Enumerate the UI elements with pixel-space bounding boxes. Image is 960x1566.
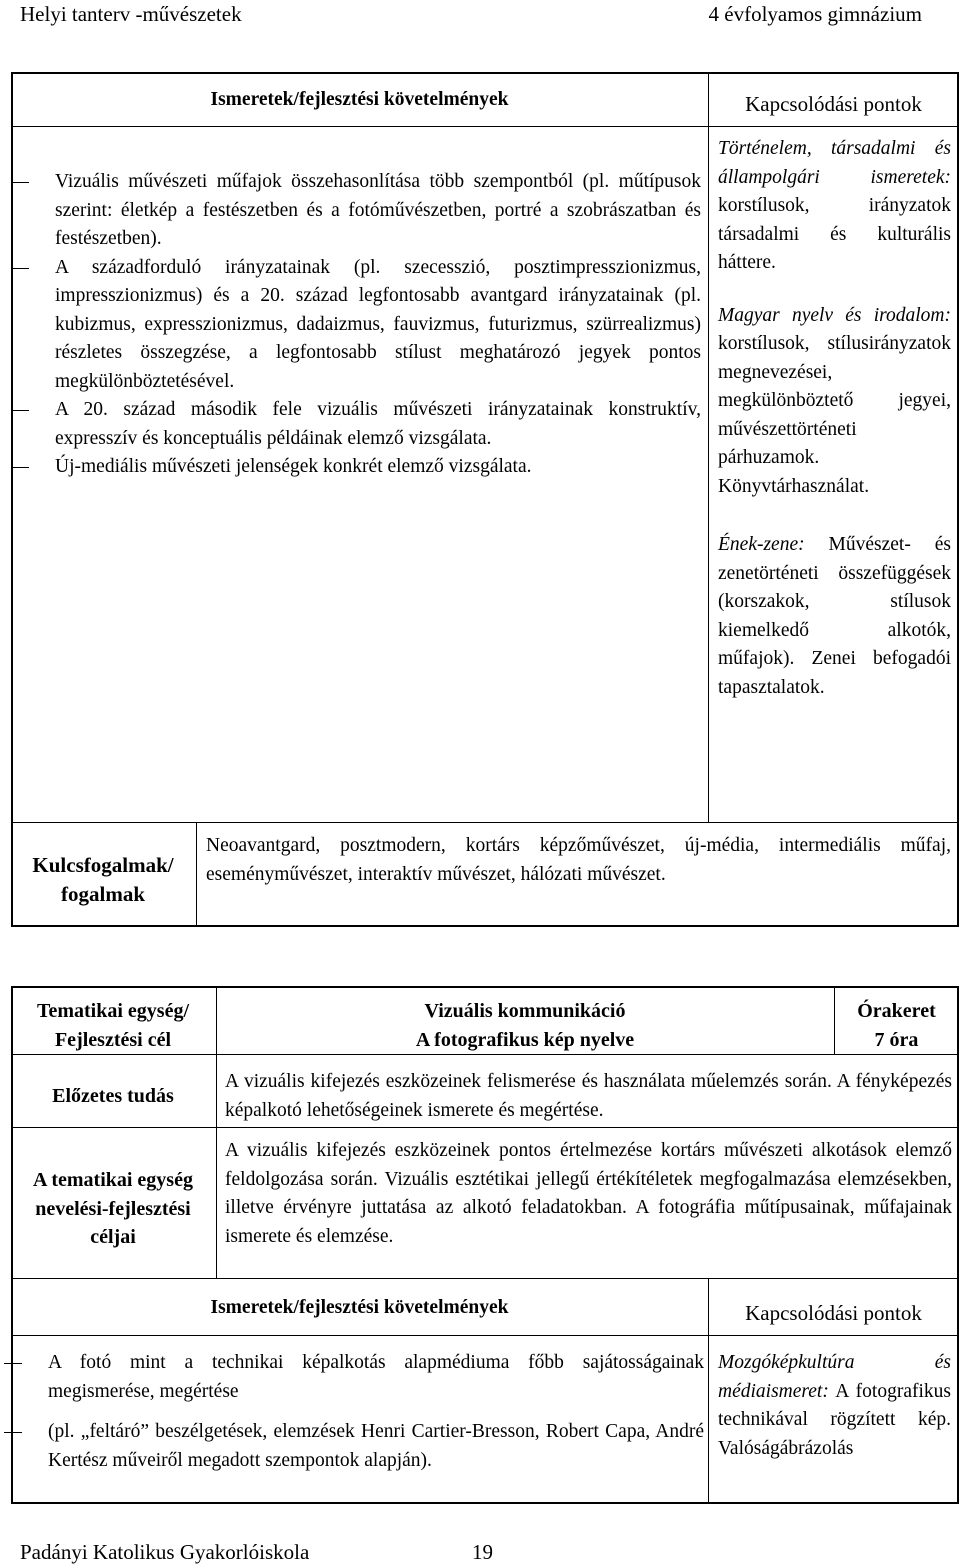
list-item: A fotó mint a technikai képalkotás alapmédiuma főbb sajátosságainak megismerése, megértése [48,1349,704,1406]
requirements-column-header: Ismeretek/fejlesztési követelmények [210,89,509,110]
header-title-left: Helyi tanterv -művészetek [20,2,242,26]
footer [20,1538,493,1566]
footer-school: Padányi Katolikus Gyakorlóiskola [20,1540,310,1564]
unit-title [216,997,834,1054]
relations-column-header [708,1299,959,1328]
list-item: A 20. század második fele vizuális művészeti irányzatainak konstruktív, expresszív és konceptuális példáinak elemző vizsgálata. [55,396,701,453]
hours-value: 7 óra [874,1028,919,1051]
relation-text: A fotografikus technikával rögzített kép. Valóságábrázolás [718,1380,951,1459]
relation-history [718,135,951,278]
key-concepts-label: Kulcsfogalmak/ fogalmak [32,853,174,906]
table-divider [196,822,197,927]
relations-column-header [708,90,959,119]
unit-label: Tematikai egység/ Fejlesztési cél [36,1000,190,1051]
list-item: Vizuális művészeti műfajok összehasonlítása több szempontból (pl. műtípusok szerint: életkép a festészetben és a fotóművészetben, portré a szobrászatban és festészetben). [55,168,701,254]
requirements-column-header: Ismeretek/fejlesztési követelmények [210,1297,509,1318]
table-divider [11,126,959,127]
table-divider [11,822,959,823]
relation-subject: Ének-zene: [718,534,805,555]
prior-knowledge-text: A vizuális kifejezés eszközeinek felismerése és használata műelemzés során. A fényképezés képalkotó lehetőségeinek ismerete és megértése. [225,1071,952,1121]
page-number: 19 [472,1540,493,1564]
table-divider [11,1278,959,1279]
relations-column-header-text: Kapcsolódási pontok [745,1301,922,1325]
prior-knowledge-label: Előzetes tudás [52,1085,174,1107]
table-divider [11,1054,959,1055]
relation-text: Művészet- és zenetörténeti összefüggések (korszakok, stílusok kiemelkedő alkotók, műfajok). Zenei befogadói tapasztalatok. [718,534,951,698]
relations-list [718,135,951,726]
header-title-right: 4 évfolyamos gimnázium [708,2,922,26]
table-divider [708,72,709,823]
list-item: A századforduló irányzatainak (pl. szecesszió, posztimpresszionizmus, impresszionizmus) és a 20. század legfontosabb avantgard irányzatainak (pl. kubizmus, expresszionizmus, dadaizmus, fauvizmus, futurizmus, szürrealizmus) részletes összegzése, a legfontosabb stílust meghatározó jegyek pontos megkülönböztetésével. [55,254,701,397]
table-divider [11,1127,959,1128]
requirements-list [55,168,701,482]
relation-subject: Mozgóképkultúra és médiaismeret: [718,1352,951,1402]
relation-media [718,1349,951,1463]
relation-subject: Történelem, társadalmi és állampolgári ismeretek: [718,138,951,188]
hours-label: Órakeret [857,1000,936,1022]
list-item: Új-mediális művészeti jelenségek konkrét elemző vizsgálata. [55,453,701,482]
relation-text: korstílusok, stílusirányzatok megnevezései, megkülönböztető jegyei, művészettörténeti párhuzamok. Könyvtárhasználat. [718,333,951,497]
relation-subject: Magyar nyelv és irodalom: [718,304,951,326]
unit-title-line2: A fotografikus kép nyelve [415,1028,635,1051]
relations-column-header-text: Kapcsolódási pontok [745,92,922,116]
goals-text: A vizuális kifejezés eszközeinek pontos értelmezése kortárs művészeti alkotások elemző feldolgozása során. Vizuális esztétikai jellegű értékítéletek megfogalmazása elemzésekben, illetve érvényre juttatása az alkotó feladatokban. A fotográfia műtípusainak, műfajainak ismerete és elemzése. [225,1140,952,1247]
goals-label: A tematikai egység nevelési-fejlesztési céljai [33,1169,193,1248]
requirements-list [48,1349,704,1475]
relation-text: korstílusok, irányzatok társadalmi és kulturális háttere. [718,195,951,273]
list-item: (pl. „feltáró” beszélgetések, elemzések Henri Cartier-Bresson, Robert Capa, André Kertész műveiről megadott szempontok alapján). [48,1418,704,1475]
unit-title-line1: Vizuális kommunikáció [424,1000,626,1022]
table-divider [11,1335,959,1336]
relation-music [718,531,951,702]
hours-block [834,997,959,1054]
key-concepts-text: Neoavantgard, posztmodern, kortárs képzőművészet, új-média, intermediális műfaj, eseményművészet, interaktív művészet, hálózati művészet. [206,835,951,885]
relation-literature [718,302,951,502]
